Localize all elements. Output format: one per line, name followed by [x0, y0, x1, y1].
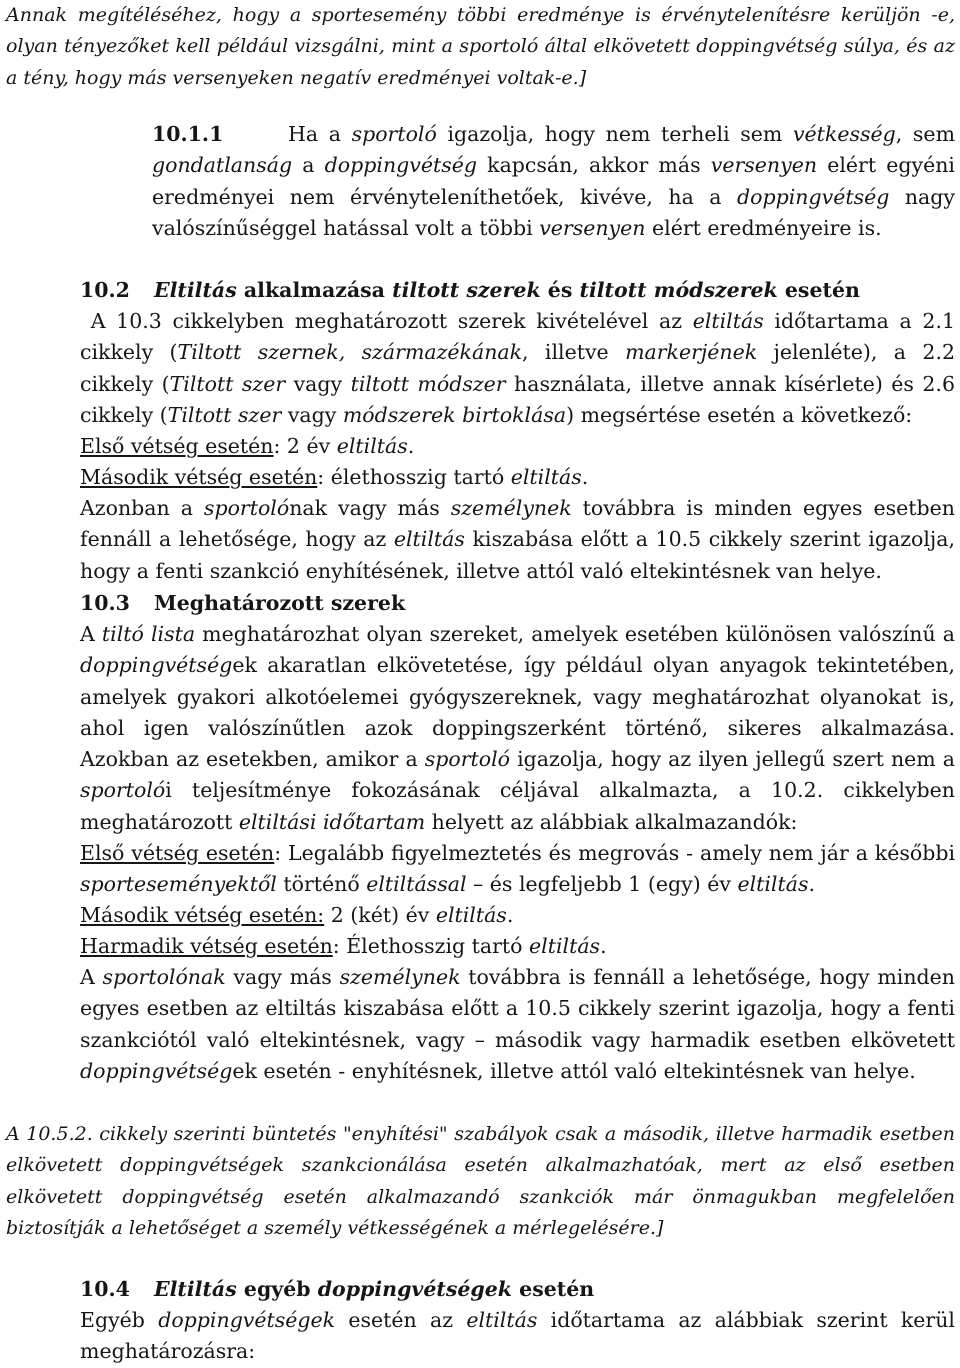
section-10-1-1: 10.1.1 Ha a sportoló igazolja, hogy nem terheli sem vétkesség, sem gondatlanság a doppingvétség kapcsán, akkor más versenyen elért egyéni eredményei nem érvényteleníthetőek, kivéve, ha a doppingvétség nagy valószínűséggel hatással volt a többi versenyen elért eredményeire is.	[152, 119, 955, 244]
section-10-2-after: Azonban a sportolónak vagy más személynek továbbra is minden egyes esetben fennáll a lehetősége, hogy az eltiltás kiszabása előtt a 10.5 cikkely szerint igazolja, hogy a fenti szankció enyhítésének, illetve attól való eltekintésnek van helye.	[80, 496, 956, 583]
section-number: 10.2	[80, 278, 130, 302]
section-10-4-heading: 10.4 Eltiltás egyéb doppingvétségek esetén	[80, 1274, 955, 1305]
section-10-3-final: A sportolónak vagy más személynek továbbra is fennáll a lehetősége, hogy minden egyes esetben az eltiltás kiszabása előtt a 10.5 cikkely szerint igazolja, hogy a fenti szankciótól való eltekintésnek, vagy – második vagy harmadik esetben elkövetett doppingvétségek esetén - enyhítésnek, illetve attól való eltekintésnek van helye.	[80, 965, 955, 1083]
second-note: A 10.5.2. cikkely szerinti büntetés "enyhítési" szabályok csak a második, illetve harmadik esetben elkövetett doppingvétségek szankcionálása esetén alkalmazhatóak, mert az első esetben elkövetett doppingvétség esetén alkalmazandó szankciók már önmagukban megfelelően biztosítják a lehetőséget a személy vétkességének a mérlegelésére.]	[6, 1123, 955, 1239]
section-number: 10.3	[80, 591, 130, 615]
section-number: 10.1.1	[152, 122, 224, 146]
intro-note: Annak megítéléséhez, hogy a sportesemény többi eredménye is érvénytelenítésre kerüljön -e, olyan tényezőket kell például vizsgálni, mint a sportoló által elkövetett doppingvétség súlya, és az a tény, hogy más versenyeken negatív eredményei voltak-e.]	[6, 4, 955, 89]
section-10-3-body: A tiltó lista meghatározhat olyan szereket, amelyek esetében különösen valószínű a doppingvétségek akaratlan elkövetetése, így például olyan anyagok tekintetében, amelyek gyakori alkotóelemei gyógyszereknek, vagy meghatározhat olyanokat is, ahol igen valószínűtlen azok doppingszerként történő, sikeres alkalmazása. Azokban az esetekben, amikor a sportoló igazolja, hogy az ilyen jellegű szert nem a sportolói teljesítménye fokozásának céljával alkalmazta, a 10.2. cikkelyben meghatározott eltiltási időtartam helyett az alábbiak alkalmazandók:	[80, 622, 955, 834]
section-10-2-heading: 10.2 Eltiltás alkalmazása tiltott szerek és tiltott módszerek esetén	[80, 275, 955, 306]
section-10-4-body: Egyéb doppingvétségek esetén az eltiltás időtartama az alábbiak szerint kerül meghatározásra:	[80, 1308, 955, 1364]
section-number: 10.4	[80, 1277, 130, 1301]
section-10-2-body: A 10.3 cikkelyben meghatározott szerek kivételével az eltiltás időtartama a 2.1 cikkely (Tiltott szernek, származékának, illetve markerjének jelenléte), a 2.2 cikkely (Tiltott szer vagy tiltott módszer használata, illetve annak kísérlete) és 2.6 cikkely (Tiltott szer vagy módszerek birtoklása) megsértése esetén a következő:	[80, 309, 955, 427]
section-10-3-heading: 10.3 Meghatározott szerek	[80, 588, 955, 619]
second-offense-line: Második vétség esetén: élethosszig tartó eltiltás.	[80, 465, 589, 489]
second-offense-specified: Második vétség esetén: 2 (két) év eltiltás.	[80, 903, 514, 927]
third-offense-specified: Harmadik vétség esetén: Élethosszig tartó eltiltás.	[80, 934, 607, 958]
first-offense-line: Első vétség esetén: 2 év eltiltás.	[80, 434, 415, 458]
first-offense-specified: Első vétség esetén: Legalább figyelmeztetés és megrovás - amely nem jár a későbbi sporteseményektől történő eltiltással – és legfeljebb 1 (egy) év eltiltás.	[80, 841, 956, 897]
